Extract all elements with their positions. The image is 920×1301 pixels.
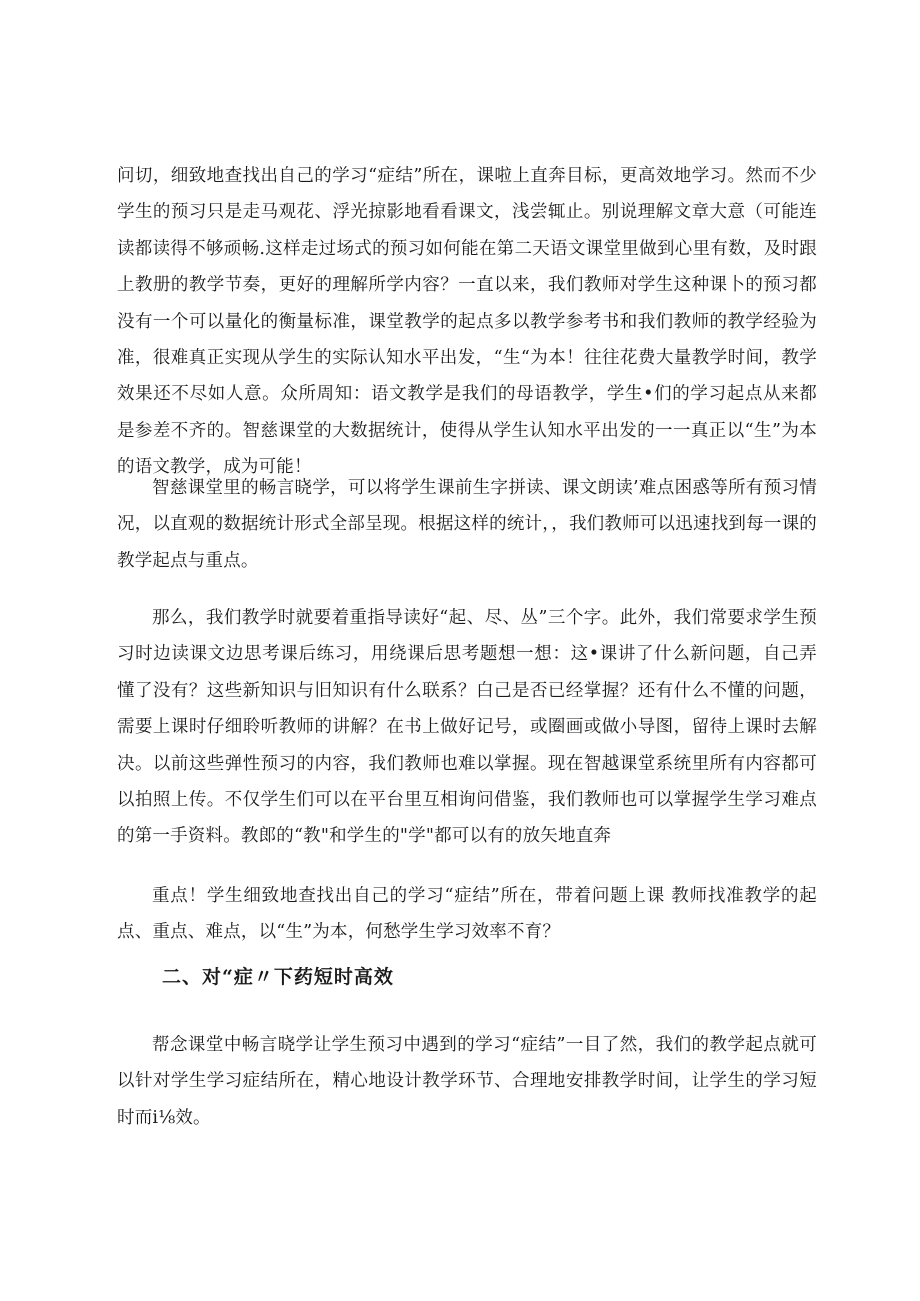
paragraph-3: 那么，我们教学时就要着重指导读好“起、尽、丛”三个字。此外，我们常要求学生预习时边读课文边思考课后练习，用绕课后思考题想一想：这•课讲了什么新问题，自己弄懂了没有？这些新知识与旧知识有什么联系？白己是否已经掌握？还有什么不懂的问题，需要上课时仔细聆听教师的讲解？在书上做好记号，或圈画或做小导图，留待上课时去解决。以前这些弹性预习的内容，我们教师也难以掌握。现在智越课堂系统里所有内容都可以拍照上传。不仅学生们可以在平台里互相询问借鉴，我们教师也可以掌握学生学习难点的第一手资料。教郎的“教"和学生的"学"都可以有的放矢地直奔 (117, 608, 817, 847)
paragraph-2: 智慈课堂里的畅言晓学，可以将学生课前生字拼读、课文朗读’难点困惑等所有预习情况，以直观的数据统计形式全部呈现。根据这样的统计，，我们教师可以迅速找到每一课的教学起点与重点。 (117, 478, 817, 571)
section-heading: 二、对“症〃下药短时高效 (162, 966, 394, 988)
closing-paragraph: 帮念课堂中畅言晓学让学生预习中遇到的学习“症结”一目了然，我们的教学起点就可以针对学生学习症结所在，精心地设计教学环节、合理地安排教学时间，让学生的学习短时而i⅛效。 (117, 1035, 817, 1128)
paragraph-1: 问切，细致地查找出自己的学习“症结”所在，课啦上直奔目标，更高效地学习。然而不少学生的预习只是走马观花、浮光掠影地看看课文，浅尝辄止。别说理解文章大意（可能连读都读得不够顽畅.这样走过场式的预习如何能在第二天语文课堂里做到心里有数，及时跟上教册的教学节奏，更好的理解所学内容？一直以来，我们教师对学生这种课卜的预习都没有一个可以量化的衡量标准，课堂教学的起点多以教学参考书和我们教师的教学经验为准，很难真正实现从学生的实际认知水平出发，“生“为本！往往花费大量教学时间，教学效果还不尽如人意。众所周知：语文教学是我们的母语教学，学生•们的学习起点从来都是参差不齐的。智慈课堂的大数据统计，使得从学生认知水平出发的一一真正以“生”为本的语文教学，成为可能！ (117, 166, 817, 478)
paragraph-4: 重点！学生细致地查找出自己的学习“症结”所在，带着问题上课 教师找准教学的起点、重点、难点，以“生”为本，何愁学生学习效率不育？ (117, 886, 817, 943)
